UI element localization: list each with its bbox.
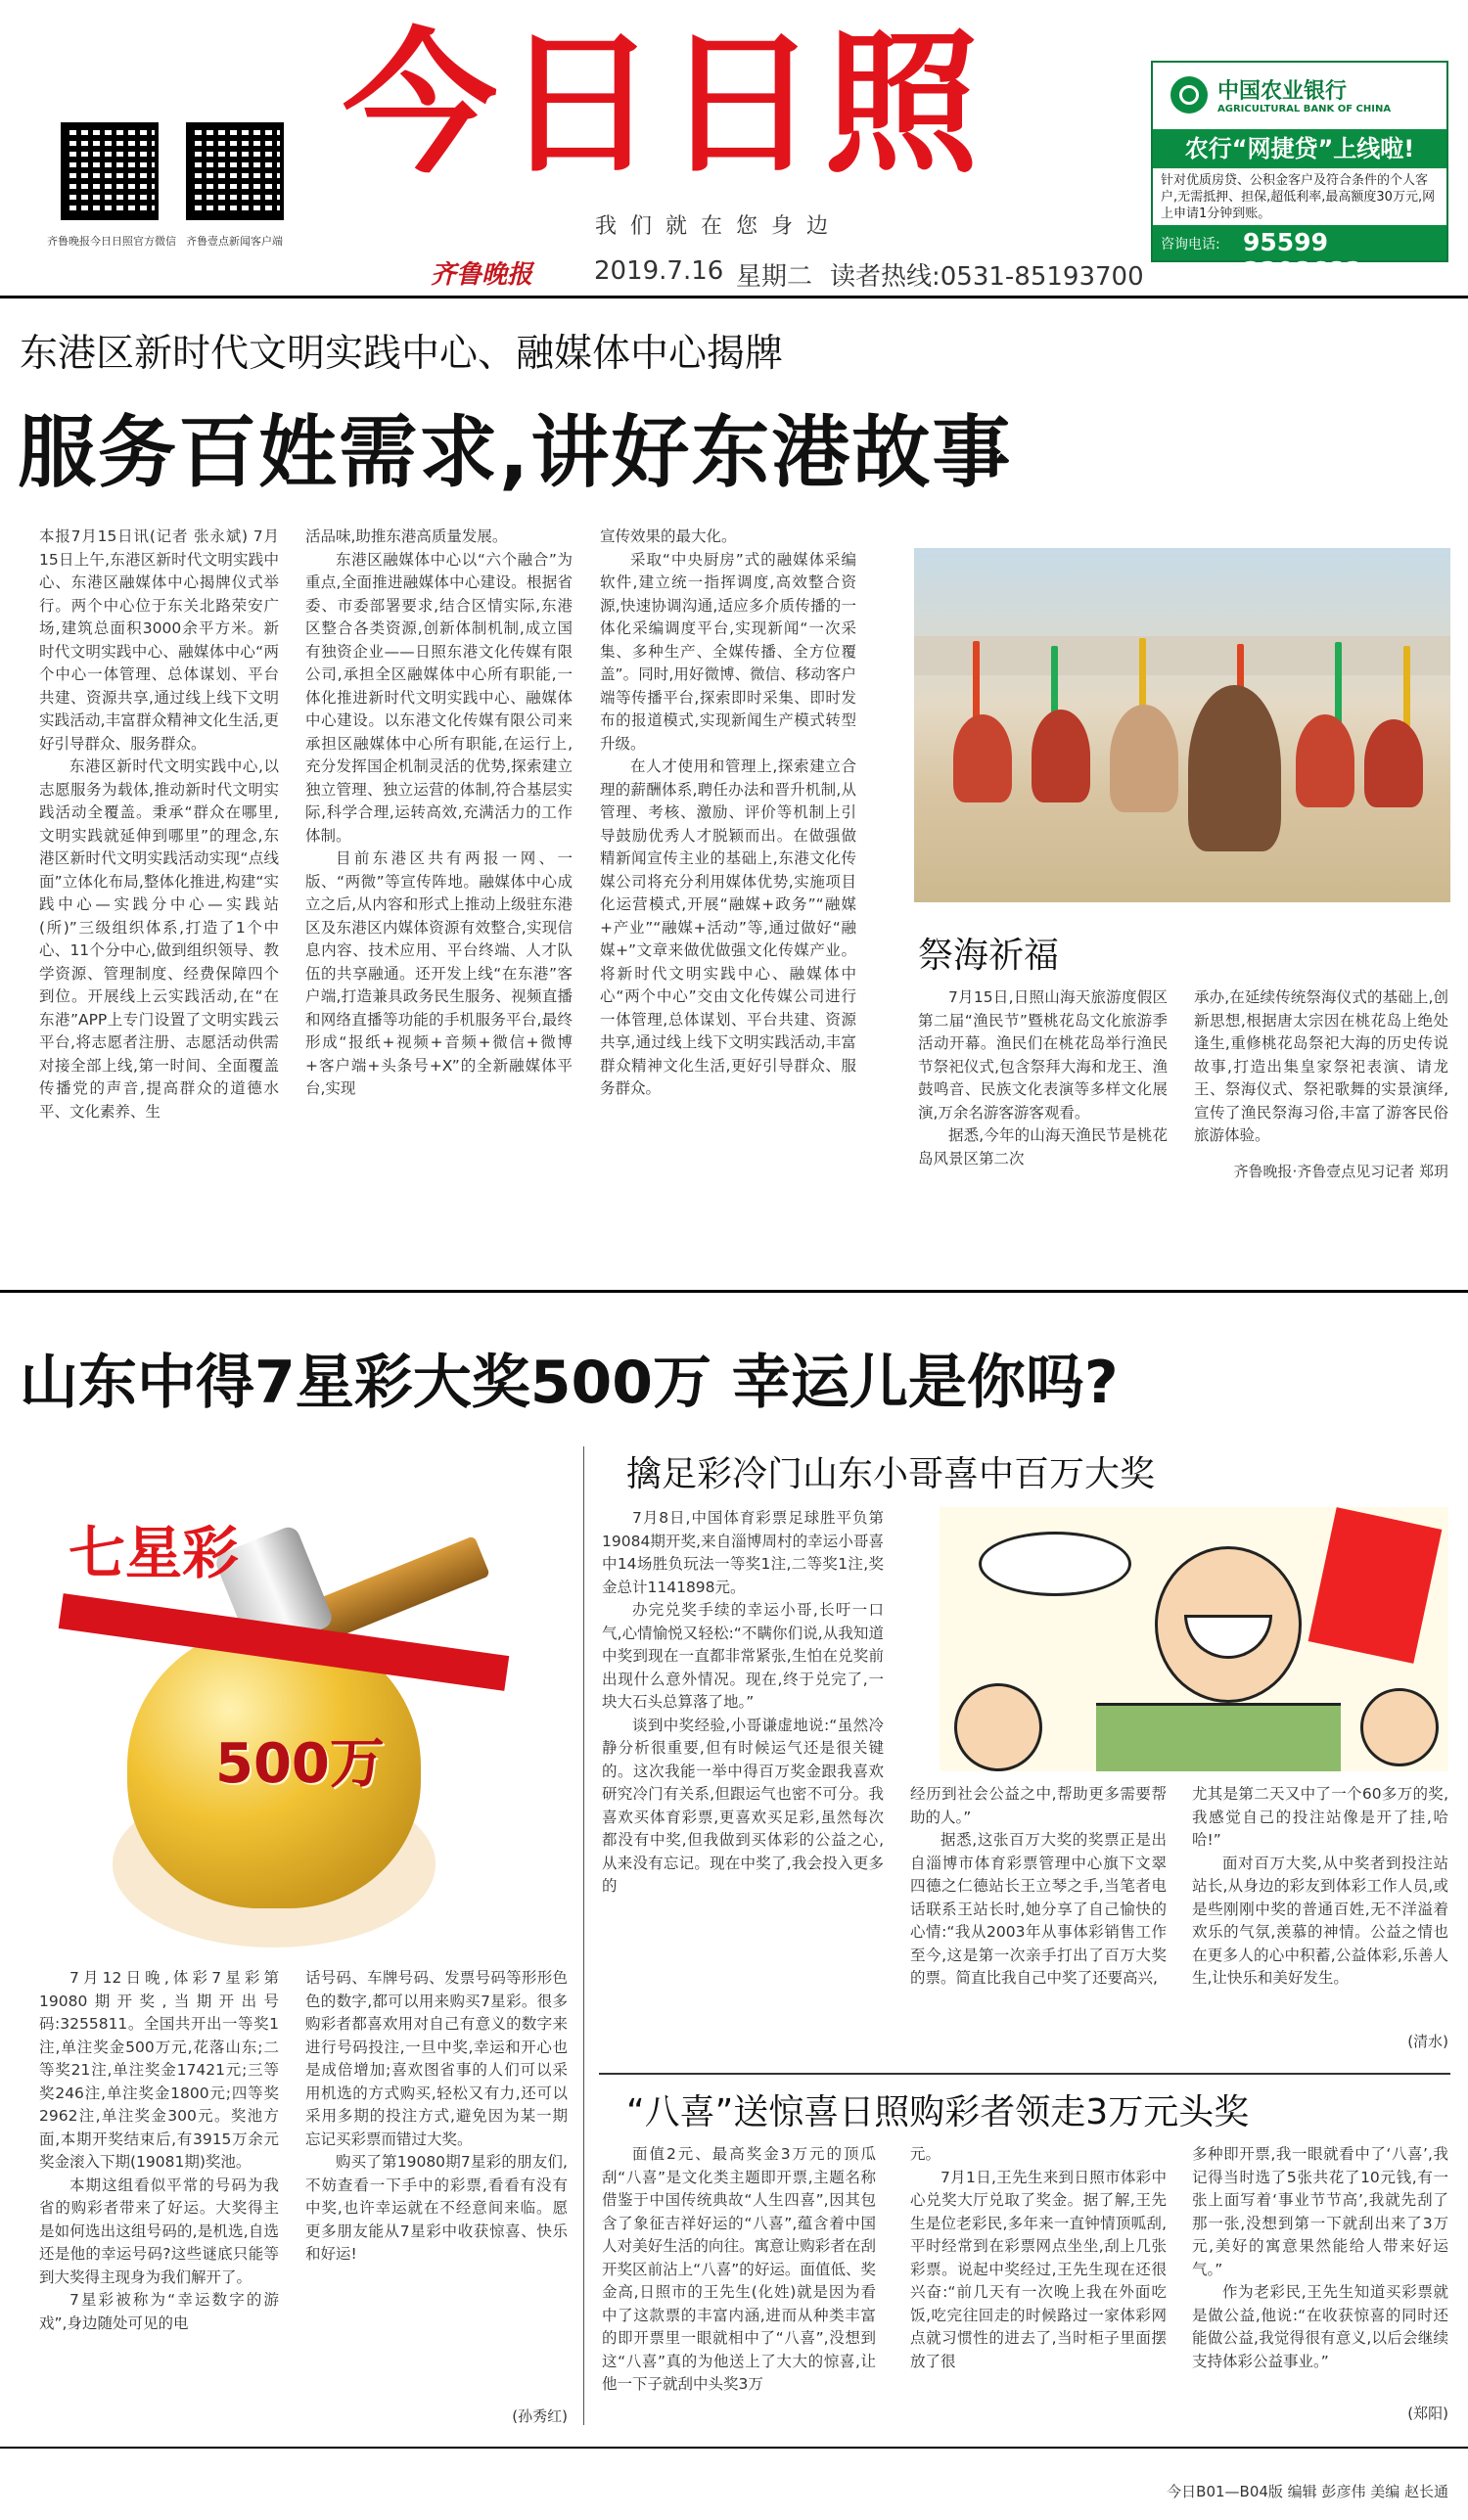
slogan: 我们就在您身边: [595, 214, 843, 239]
story1-kicker: 东港区新时代文明实践中心、融媒体中心揭牌: [20, 332, 784, 376]
cartoon-shirt-shape: [1096, 1703, 1341, 1771]
lottery-headline: 山东中得7星彩大奖500万 幸运儿是你吗?: [20, 1349, 1119, 1417]
lottery-article2-column-3: [1192, 1783, 1448, 2028]
paragraph: 目前东港区共有两报一网、一版、“两微”等宣传阵地。融媒体中心成立之后,从内容和形式上推动上级驻东港区及东港区内媒体资源有效整合,实现信息内容、技术应用、平台终端、人才队伍的共享融通。还开发上线“在东港”客户端,打造兼具政务民生服务、视频直播和网络直播等功能的手机服务平台,最终形成“报纸+视频+音频+微信+微博+客户端+头条号+X”的全新融媒体平台,实现: [305, 849, 573, 1097]
paragraph: 据悉,这张百万大奖的奖票正是出自淄博市体育彩票管理中心旗下文翠四德之仁德站长王立琴之手,当笔者电话联系王站长时,她分享了自己愉快的心情:“我从2003年从事体彩销售工作至今,这是第一次亲手打出了百万大奖的票。简直比我自己中奖了还要高兴,: [910, 1831, 1167, 1987]
lottery-article2-column-2: [910, 1783, 1167, 2067]
paragraph: 采取“中央厨房”式的融媒体采编软件,建立统一指挥调度,高效整合资源,快速协调沟通,适应多介质传播的一体化采编调度平台,实现新闻“一次采集、多种生产、全媒传播、全方位覆盖”。同时,用好微博、微信、移动客户端等传播平台,探索即时采集、即时发布的报道模式,实现新闻生产模式转型升级。: [600, 550, 856, 753]
story1-headline: 服务百姓需求,讲好东港故事: [18, 407, 1013, 498]
story1-column-2: [305, 526, 573, 1201]
bank-advertisement[interactable]: [1151, 61, 1448, 285]
sea-festival-photo[interactable]: [914, 548, 1450, 902]
paragraph: 7月8日,中国体育彩票足球胜平负第19084期开奖,来自淄博周村的幸运小哥喜中14场胜负玩法一等奖1注,二等奖1注,奖金总计1141898元。: [602, 1509, 884, 1596]
app-qr-code[interactable]: [186, 122, 284, 220]
cartoon-child-left-shape: [954, 1683, 1042, 1771]
photo-caption-title: 祭海祈福: [918, 936, 1060, 976]
bank-name-cn: 中国农业银行: [1217, 79, 1348, 104]
paragraph: 7月12日晚,体彩7星彩第19080期开奖,当期开出号码:3255811。全国共开出一等奖1注,单注奖金500万元,花落山东;二等奖21注,单注奖金17421元;三等奖246注,单注奖金1800元;四等奖2962注,单注奖金300元。奖池方面,本期开奖结束后,有3915万余元奖金滚入下期(19081期)奖池。: [39, 1969, 279, 2171]
paragraph: 本报7月15日讯(记者 张永斌) 7月15日上午,东港区新时代文明实践中心、东港区融媒体中心揭牌仪式举行。两个中心位于东关北路荣安广场,建筑总面积3000余平方米。新时代文明实践中心、融媒体中心“两个中心一体管理、总体谋划、平台共建、资源共享,通过线上线下文明实践活动,丰富群众精神文化生活,更好引导群众、服务群众。: [39, 527, 279, 753]
section-divider: [0, 1290, 1468, 1293]
prize-amount-label: 500万: [215, 1732, 385, 1796]
issue-date: 2019.7.16: [594, 256, 724, 286]
masthead-divider: [0, 296, 1468, 298]
photo-caption-column-1: [918, 986, 1168, 1207]
qr-caption-app: 齐鲁壹点新闻客户端: [186, 235, 283, 248]
paragraph: 话号码、车牌号码、发票号码等形形色色的数字,都可以用来购买7星彩。很多购彩者都喜欢用对自己有意义的数字来进行号码投注,一旦中奖,幸运和开心也是成倍增加;喜欢图省事的人们可以采用机选的方式购买,轻松又有力,还可以采用多期的投注方式,避免因为某一期忘记买彩票而错过大奖。: [305, 1969, 568, 2148]
article-divider: [599, 2073, 1450, 2075]
wechat-qr-code[interactable]: [61, 122, 159, 220]
paragraph: 东港区融媒体中心以“六个融合”为重点,全面推进融媒体中心建设。根据省委、市委部署要求,结合区情实际,东港区整合各类资源,创新体制机制,成立国有独资企业——日照东港文化传媒有限公司,承担全区融媒体中心所有职能,一体化推进新时代文明实践中心、融媒体中心建设。以东港文化传媒有限公司来承担区融媒体中心所有职能,在运行上,充分发挥国企机制灵活的优势,探索建立独立管理、独立运营的体制,符合基层实际,科学合理,运转高效,充满活力的工作体制。: [305, 550, 573, 845]
bank-phone-band: [1153, 225, 1446, 285]
bank-name-en: AGRICULTURAL BANK OF CHINA: [1217, 104, 1392, 115]
bank-body: 针对优质房贷、公积金客户及符合条件的个人客户,无需抵押、担保,超低利率,最高额度30万元,网上申请1分钟到账。: [1161, 173, 1436, 221]
lottery-article1-column-2: [305, 1967, 568, 2403]
winner-cartoon[interactable]: [940, 1507, 1448, 1771]
lottery-article1-column-1: [39, 1967, 279, 2427]
speech-bubble-shape: [979, 1532, 1131, 1596]
paragraph: 宣传效果的最大化。: [600, 527, 737, 545]
paragraph: 经历到社会公益之中,帮助更多需要帮助的人。”: [910, 1785, 1167, 1826]
lottery-article3-credit: (郑阳): [1407, 2405, 1448, 2422]
bank-phone-number: 95599 2208682: [1243, 228, 1362, 285]
lottery-illustration[interactable]: [20, 1497, 568, 1947]
cartoon-child-right-shape: [1360, 1688, 1439, 1766]
lottery-article2-headline: 擒足彩冷门山东小哥喜中百万大奖: [626, 1454, 1156, 1494]
lottery-article2-credit: (清水): [1407, 2033, 1448, 2050]
lottery-article3-column-1: [602, 2143, 876, 2427]
bank-slogan: 农行“网捷贷”上线啦!: [1153, 129, 1446, 168]
lottery-article3-headline: “八喜”送惊喜日照购彩者领走3万元头奖: [626, 2092, 1250, 2132]
lottery-article3-column-3: [1192, 2143, 1448, 2388]
paragraph: 在人才使用和管理上,探索建立合理的薪酬体系,聘任办法和晋升机制,从管理、考核、激励、评价等机制上引导鼓励优秀人才脱颖而出。在做强做精新闻宣传主业的基础上,东港文化传媒公司将充分利用媒体优势,实施项目化运营模式,开展“融媒+政务”“融媒+产业”“融媒+活动”等,通过做好“融媒+”文章来做优做强文化传媒产业。将新时代文明实践中心、融媒体中心“两个中心”交由文化传媒公司进行一体管理,总体谋划、平台共建、资源共享,通过线上线下文明实践活动,丰富群众精神文化生活,更好引导群众、服务群众。: [600, 757, 856, 1097]
lottery-article1-credit: (孙秀红): [512, 2407, 568, 2425]
qr-caption-wechat: 齐鲁晚报今日日照官方微信: [47, 235, 176, 248]
brand-name: 齐鲁晚报: [431, 260, 533, 290]
paragraph: 活品味,助推东港高质量发展。: [305, 527, 508, 545]
lottery-brand-label: 七星彩: [69, 1520, 240, 1586]
column-divider: [583, 1446, 584, 2425]
paragraph: 东港区新时代文明实践中心,以志愿服务为载体,推动新时代文明实践活动全覆盖。秉承“群众在哪里,文明实践就延伸到哪里”的理念,东港区新时代文明实践活动实现“点线面”立体化布局,整体化推进,构建“实践中心—实践分中心—实践站(所)”三级组织体系,打造了1个中心、11个分中心,做到组织领导、教学资源、管理制度、经费保障四个到位。开展线上云实践活动,在“在东港”APP上专门设置了文明实践云平台,将志愿者注册、志愿活动供需对接全部上线,第一时间、全面覆盖传播党的声音,提高群众的道德水平、文化素养、生: [39, 757, 279, 1121]
photo-credit: 齐鲁晚报·齐鲁壹点见习记者 郑玥: [1233, 1163, 1448, 1180]
paragraph: 7月1日,王先生来到日照市体彩中心兑奖大厅兑取了奖金。据了解,王先生是位老彩民,多年来一直钟情顶呱刮,平时经常到在彩票网点坐坐,刮上几张彩票。说起中奖经过,王先生现在还很兴奋:“前几天有一次晚上我在外面吃饭,吃完往回走的时候路过一家体彩网点就习惯性的进去了,当时柜子里面摆放了很: [910, 2168, 1167, 2370]
lottery-article3-column-2: [910, 2143, 1167, 2427]
paragraph: 作为老彩民,王先生知道买彩票就是做公益,他说:“在收获惊喜的同时还能做公益,我觉得很有意义,以后会继续支持体彩公益事业。”: [1192, 2283, 1448, 2370]
paragraph: 7星彩被称为“幸运数字的游戏”,身边随处可见的电: [39, 2291, 279, 2332]
story1-column-3: [600, 526, 856, 1201]
paragraph: 多种即开票,我一眼就看中了‘八喜’,我记得当时选了5张共花了10元钱,有一张上面写着‘事业节节高’,我就先刮了那一张,没想到第一下就刮出来了3万元,美好的寓意果然能给人带来好运气。”: [1192, 2145, 1448, 2278]
paragraph: 谈到中奖经验,小哥谦虚地说:“虽然冷静分析很重要,但有时候运气还是很关键的。这次我能一举中得百万奖金跟我喜欢研究冷门有关系,但跟运气也密不可分。我喜欢买体育彩票,更喜欢买足彩,虽然每次都没有中奖,但我做到买体彩的公益之心,从来没有忘记。现在中奖了,我会投入更多的: [602, 1716, 884, 1895]
paragraph: 元。: [910, 2145, 941, 2163]
page-footer: 今日B01—B04版 编辑 彭彦伟 美编 赵长通: [1167, 2483, 1448, 2500]
paragraph: 承办,在延续传统祭海仪式的基础上,创新思想,根据唐太宗因在桃花岛上绝处逢生,重修桃花岛祭祀大海的历史传说故事,打造出集皇家祭祀表演、请龙王、祭海仪式、祭祀歌舞的实景演绎,宣传了渔民祭海习俗,丰富了游客民俗旅游体验。: [1194, 988, 1448, 1143]
story1-column-1: [39, 526, 279, 1201]
paragraph: 购买了第19080期7星彩的朋友们,不妨查看一下手中的彩票,看看有没有中奖,也许幸运就在不经意间来临。愿更多朋友能从7星彩中收获惊喜、快乐和好运!: [305, 2153, 568, 2263]
footer-divider: [0, 2447, 1468, 2449]
lottery-ticket-shape: [1308, 1507, 1443, 1664]
paragraph: 7月15日,日照山海天旅游度假区第二届“渔民节”暨桃花岛文化旅游季活动开幕。渔民们在桃花岛举行渔民节祭祀仪式,包含祭拜大海和龙王、渔鼓鸣音、民族文化表演等多样文化展演,万余名游客游客观看。: [918, 988, 1168, 1122]
bank-phone-label: 咨询电话:: [1161, 237, 1220, 252]
reader-hotline: 读者热线:0531-85193700: [830, 262, 1144, 292]
paragraph: 据悉,今年的山海天渔民节是桃花岛风景区第二次: [918, 1126, 1168, 1168]
paragraph: 面值2元、最高奖金3万元的顶瓜刮“八喜”是文化类主题即开票,主题名称借鉴于中国传统典故“人生四喜”,因其包含了象征吉祥好运的“八喜”,蕴含着中国人对美好生活的向往。寓意让购彩者在刮开奖区前沾上“八喜”的好运。面值低、奖金高,日照市的王先生(化姓)就是因为看中了这款票的丰富内涵,进而从种类丰富的即开票里一眼就相中了“八喜”,没想到这“八喜”真的为他送上了大大的惊喜,让他一下子就刮中头奖3万: [602, 2145, 876, 2393]
newspaper-title: 今日日照: [343, 15, 985, 195]
issue-weekday: 星期二: [736, 262, 813, 292]
photo-caption-column-2: [1194, 986, 1448, 1143]
lottery-article2-column-1: [602, 1507, 884, 2060]
paragraph: 尤其是第二天又中了一个60多万的奖,我感觉自己的投注站像是开了挂,哈哈!”: [1192, 1785, 1448, 1849]
abc-logo-icon: [1170, 76, 1208, 114]
paragraph: 本期这组看似平常的号码为我省的购彩者带来了好运。大奖得主是如何选出这组号码的,是机选,自选还是他的幸运号码?这些谜底只能等到大奖得主现身为我们解开了。: [39, 2176, 279, 2286]
paragraph: 面对百万大奖,从中奖者到投注站站长,从身边的彩友到体彩工作人员,或是些刚刚中奖的普通百姓,无不洋溢着欢乐的气氛,羡慕的神情。公益之情也在更多人的心中积蓄,公益体彩,乐善人生,让快乐和美好发生。: [1192, 1854, 1448, 1987]
paragraph: 办完兑奖手续的幸运小哥,长吁一口气,心情愉悦又轻松:“不瞒你们说,从我知道中奖到现在一直都非常紧张,生怕在兑奖前出现什么意外情况。现在,终于兑完了,一块大石头总算落了地。”: [602, 1601, 884, 1711]
